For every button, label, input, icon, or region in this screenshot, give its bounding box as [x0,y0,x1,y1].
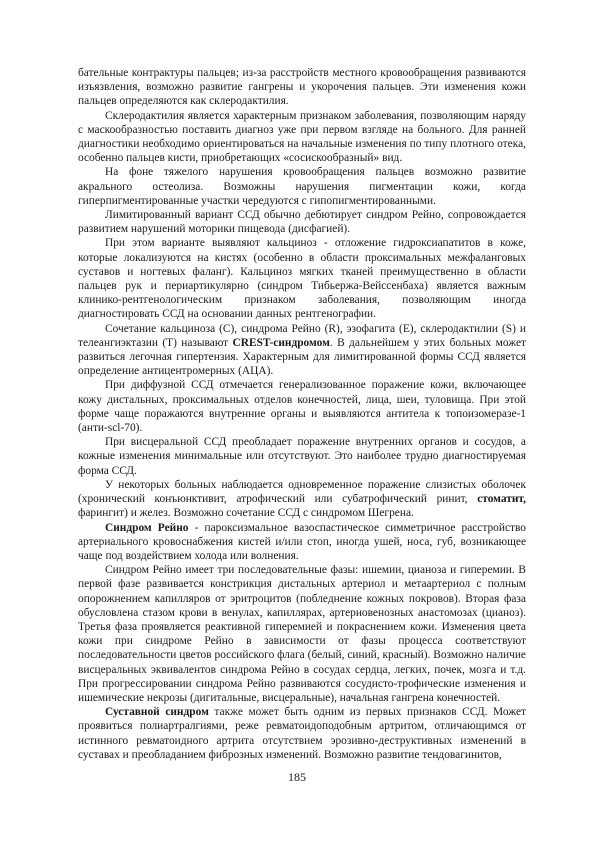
paragraph-text: При висцеральной ССД преобладает поражение внутренних органов и сосудов, а кожные изменения минимальные или отсутствуют. Это наиболее трудно диагностируемая форма ССД. [78,436,526,477]
paragraph-6 [78,322,526,379]
paragraph-text: Сочетание кальциноза (С), синдрома Рейно (R), эзофагита (Е), склеродактилии (S) и телеангиэктазии (Т) называют [78,322,526,349]
paragraph-text: Лимитированный вариант ССД обычно дебютирует синдром Рейно, сопровождается развитием нарушений моторики пищевода (дисфагией). [78,209,526,236]
page-body [78,66,526,762]
paragraph-text: бательные контрактуры пальцев; из-за расстройств местного кровообращения развиваются изъязвления, возможно развитие гангрены и укорочения пальцев. Эти изменения кожи пальцев определяются как склеродактилия. [78,67,526,108]
paragraph-3 [78,165,526,208]
page-number: 185 [288,770,306,784]
crest-syndrome-term: CREST-синдромом [232,336,330,349]
paragraph-text: При диффузной ССД отмечается генерализованное поражение кожи, включающее кожу дистальных, проксимальных отделов конечностей, лица, шеи, туловища. При этой форме чаще поражаются внутренние органы и выявляются антитела к топоизомеразе-1 (анти-scl-70). [78,379,526,435]
articular-syndrome-term: Суставной синдром [105,706,209,719]
paragraph-text: На фоне тяжелого нарушения кровообращения пальцев возможно развитие акрального остеолиза. Возможны нарушения пигментации кожи, когда гиперпигментированные участки чередуются с гипопигментированными. [78,166,526,207]
paragraph-7 [78,378,526,435]
paragraph-text: При этом варианте выявляют кальциноз - отложение гидроксиапатитов в коже, которые локализуются на кистях (особенно в области проксимальных межфаланговых суставов и ногтевых фаланг). Кальциноз мягких тканей преимущественно в области пальцев рук и периартикулярно (синдром Тибьержа-Вейссенбаха) является важным клинико-рентгенологическим признаком заболевания, позволяющим иногда диагностировать ССД на основании данных рентгенографии. [78,237,526,321]
paragraph-text: фарингит) и желез. Возможно сочетание ССД с синдромом Шегрена. [78,507,414,520]
paragraph-text: Синдром Рейно имеет три последовательные фазы: ишемии, цианоза и гиперемии. В первой фазе развивается констрикция дистальных артериол и метаартериол с полным опорожнением капилляров от эритроцитов (побледнение кожных покровов). Вторая фаза обусловлена стазом крови в венулах, капиллярах, артериовенозных анастомозах (цианоз). Третья фаза проявляется реактивной гиперемией и покраснением кожи. Изменения цвета кожи при синдроме Рейно в зависимости от фазы процесса соответствуют последовательности цветов российского флага (белый, синий, красный). Возможно наличие висцеральных эквивалентов синдрома Рейно в сосудах сердца, легких, почек, мозга и т.д. При прогрессировании синдрома Рейно развиваются сосудисто-трофические изменения и ишемические некрозы (дигитальные, висцеральные), начальная гангрена конечностей. [78,564,526,704]
paragraph-8 [78,435,526,478]
paragraph-10 [78,521,526,564]
raynaud-syndrome-term: Синдром Рейно [105,521,189,534]
paragraph-2 [78,109,526,166]
paragraph-text: . В дальнейшем у этих больных может развиться легочная гипертензия. Характерным для лимитированной формы ССД является определение антицентромерных (АЦА). [78,336,526,378]
paragraph-text: также может быть одним из первых признаков ССД. Может проявиться полиартралгиями, реже ревматоидоподобным артритом, отличающимся от истинного ревматоидного артрита отсутствием эрозивно-деструктивных изменений в суставах и преобладанием фиброзных изменений. Возможно развитие тендовагинитов, [78,706,527,761]
paragraph-5 [78,236,526,321]
paragraph-9 [78,478,526,521]
paragraph-4 [78,208,526,236]
paragraph-1 [78,66,526,109]
paragraph-12 [78,705,526,762]
paragraph-text: Склеродактилия является характерным признаком заболевания, позволяющим наряду с маскообразностью поставить диагноз уже при первом взгляде на больного. Для ранней диагностики необходимо ориентироваться на начальные изменения по типу плотного отека, особенно пальцев кисти, приобретающих «сосискообразный» вид. [78,109,526,165]
paragraph-text: - пароксизмальное вазоспастическое симметричное расстройство артериального кровоснабжения кистей и/или стоп, иногда ушей, носа, губ, возникающее чаще под воздействием холода или волнения. [78,521,526,562]
paragraph-11 [78,563,526,705]
stomatitis-term: стоматит, [477,493,526,506]
paragraph-text: У некоторых больных наблюдается одновременное поражение слизистых оболочек (хронический конъюнктивит, атрофический или субатрофический ринит, [78,478,526,506]
